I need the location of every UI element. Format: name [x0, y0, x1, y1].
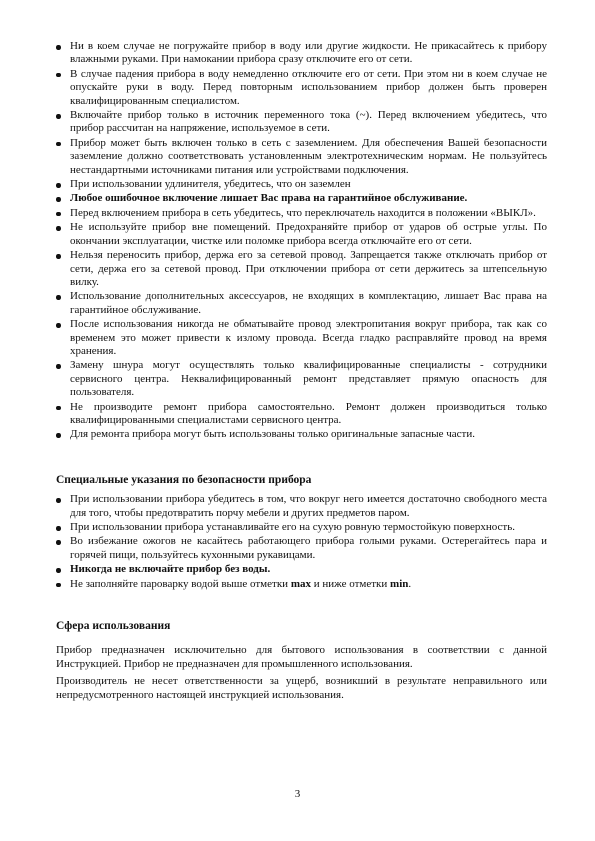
list-item: [56, 249, 547, 289]
bullet-icon: [56, 226, 61, 231]
list-item: [56, 192, 547, 205]
list-item-text: Не производите ремонт прибора самостоятельно. Ремонт должен производиться только квалифицированными специалистами сервисного центра.: [70, 400, 547, 426]
list-item-text: Любое ошибочное включение лишает Вас права на гарантийное обслуживание.: [70, 192, 468, 205]
list-item-text: При использовании удлинителя, убедитесь, что он заземлен: [70, 178, 351, 191]
list-item-text: Использование дополнительных аксессуаров, не входящих в комплектацию, лишает Вас права на гарантийное обслуживание.: [70, 290, 547, 316]
fill-rule-min: min: [390, 577, 409, 590]
bullet-icon: [56, 45, 61, 50]
bullet-icon: [56, 540, 61, 545]
bullet-icon: [56, 526, 61, 531]
list-item-text: Прибор может быть включен только в сеть с заземлением. Для обеспечения Вашей безопасности заземление должно соответствовать установленным электротехническим нормам. Не пользуйтесь нестандартными источниками питания или устройствами подключения.: [70, 136, 547, 176]
list-item-text: Во избежание ожогов не касайтесь работающего прибора голыми руками. Остерегайтесь пара и горячей пищи, пользуйтесь кухонными рукавицами.: [70, 535, 547, 561]
list-item: [56, 578, 547, 591]
list-item-text: Нельзя переносить прибор, держа его за сетевой провод. Запрещается также отключать прибор от сети, держа его за сетевой провод. При отключении прибора от сети держитесь за штепсельную вилку.: [70, 249, 547, 288]
list-item: [56, 359, 547, 399]
list-item: [56, 178, 547, 191]
list-item: [56, 318, 547, 358]
list-item-text: Включайте прибор только в источник переменного тока (~). Перед включением убедитесь, что прибор рассчитан на напряжение, используемое в сети.: [70, 109, 547, 135]
fill-rule-max: max: [290, 577, 311, 590]
list-item: [56, 521, 547, 534]
fill-rule-list: [56, 578, 547, 591]
list-item: [56, 109, 547, 136]
bullet-icon: [56, 364, 61, 369]
bullet-icon: [56, 114, 61, 119]
bullet-icon: [56, 433, 61, 438]
list-item-text: Никогда не включайте прибор без воды.: [70, 563, 271, 576]
bullet-icon: [56, 212, 61, 217]
list-item-text: В случае падения прибора в воду немедленно отключите его от сети. При этом ни в коем случае не опускайте руки в воду. Перед повторным использованием прибор должен быть проверен квалифицированным специалистом.: [70, 67, 547, 107]
list-item-text: После использования никогда не обматывайте провод электропитания вокруг прибора, так как со временем это может привести к излому провода. Всегда гладко расправляйте провод на время хранения.: [70, 318, 547, 357]
fill-rule-middle: и ниже отметки: [311, 577, 391, 590]
list-item-text: Ни в коем случае не погружайте прибор в воду или другие жидкости. Не прикасайтесь к прибору влажными руками. При намокании прибора сразу отключите его от сети.: [70, 40, 547, 66]
bullet-icon: [56, 197, 61, 202]
list-item: [56, 40, 547, 67]
list-item: [56, 493, 547, 520]
list-item-text: Перед включением прибора в сеть убедитесь, что переключатель находится в положении «ВЫКЛ».: [70, 206, 536, 219]
special-safety-list: [56, 493, 547, 576]
list-item: [56, 563, 547, 576]
bullet-icon: [56, 498, 61, 503]
bullet-icon: [56, 583, 61, 588]
bullet-icon: [56, 254, 61, 259]
usage-paragraph: Прибор предназначен исключительно для бытового использования в соответствии с данной Инструкцией. Прибор не предназначен для промышленного использования.: [56, 644, 547, 670]
bullet-icon: [56, 323, 61, 328]
list-item: [56, 428, 547, 441]
list-item: [56, 68, 547, 108]
usage-heading: Сфера использования: [56, 620, 171, 633]
page-number: 3: [294, 788, 301, 800]
list-item-text: При использовании прибора устанавливайте его на сухую ровную термостойкую поверхность.: [70, 521, 515, 533]
bullet-icon: [56, 183, 61, 188]
bullet-icon: [56, 568, 61, 573]
list-item: [56, 221, 547, 248]
bullet-icon: [56, 406, 61, 411]
list-item-text: Замену шнура могут осуществлять только квалифицированные специалисты - сотрудники сервисного центра. Неквалифицированный ремонт представляет прямую опасность для пользователя.: [70, 359, 547, 399]
bullet-icon: [56, 142, 61, 147]
special-safety-heading: Специальные указания по безопасности прибора: [56, 473, 312, 486]
fill-rule-suffix: .: [408, 577, 412, 590]
list-item: [56, 137, 547, 177]
list-item: [56, 290, 547, 317]
list-item: [56, 207, 547, 220]
safety-list: [56, 40, 547, 442]
list-item-text: Для ремонта прибора могут быть использованы только оригинальные запасные части.: [70, 428, 475, 441]
bullet-icon: [56, 295, 61, 300]
list-item-text: Не используйте прибор вне помещений. Предохраняйте прибор от ударов об острые углы. По окончании эксплуатации, чистке или поломке прибора всегда отключайте его от сети.: [70, 221, 547, 247]
fill-rule-prefix: Не заполняйте пароварку водой выше отметки: [70, 577, 291, 590]
list-item: [56, 535, 547, 562]
bullet-icon: [56, 73, 61, 78]
list-item-text: При использовании прибора убедитесь в том, что вокруг него имеется достаточно свободного места для того, чтобы предотвратить порчу мебели и других предметов паром.: [70, 493, 547, 519]
usage-paragraph: Производитель не несет ответственности за ущерб, возникший в результате неправильного или непредусмотренного настоящей инструкцией использования.: [56, 675, 547, 701]
list-item: [56, 401, 547, 428]
